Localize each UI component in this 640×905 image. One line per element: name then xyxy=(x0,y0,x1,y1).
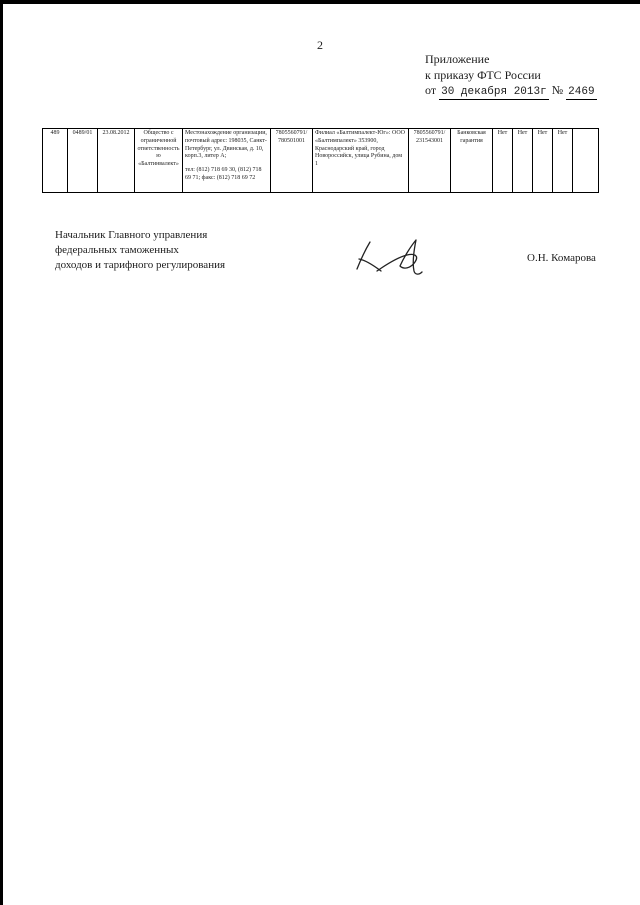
order-reference: к приказу ФТС России xyxy=(425,67,541,82)
cell-organization: Общество с ограниченной ответственностью «Балтинвалект» xyxy=(135,129,183,193)
cell-branch: Филиал «Балтимпалект-Юг»: ООО «Балтимпалект» 353900, Краснодарский край, город Новороссийск, улица Рубина, дом 1 xyxy=(313,129,409,193)
position-line-3: доходов и тарифного регулирования xyxy=(55,258,226,271)
handwritten-signature-icon xyxy=(343,233,438,286)
appendix-title: Приложение xyxy=(425,52,490,66)
cell-location xyxy=(183,129,271,193)
cell-inn-branch: 7805560791/ 231543001 xyxy=(409,129,451,193)
cell-reg-date: 23.08.2012 xyxy=(98,129,135,193)
position-line-1: Начальник Главного управления xyxy=(55,229,208,241)
signoff-position xyxy=(55,228,265,273)
order-number: 2469 xyxy=(568,86,595,99)
location-phones: тел: (812) 718 69 30, (812) 718 69 71; факс: (812) 718 69 72 xyxy=(185,167,262,181)
number-sign: № xyxy=(551,83,564,98)
cell-reg-number: 0489/01 xyxy=(68,129,98,193)
location-address: Местонахождение организации, почтовый адрес: 198035, Санкт-Петербург, ул. Двинская, д. 10, корп.3, литер А; xyxy=(185,130,267,160)
cell-flag-4: Нет xyxy=(553,129,573,193)
scan-edge-top xyxy=(0,0,640,4)
cell-empty xyxy=(573,129,599,193)
cell-flag-2: Нет xyxy=(513,129,533,193)
date-prefix: от xyxy=(425,83,437,98)
position-line-2: федеральных таможенных xyxy=(55,243,179,256)
registry-table xyxy=(42,128,599,193)
page-number: 2 xyxy=(317,38,323,52)
cell-security-type: Банковская гарантия xyxy=(451,129,493,193)
scan-edge-left xyxy=(0,0,3,905)
cell-flag-1: Нет xyxy=(493,129,513,193)
cell-flag-3: Нет xyxy=(533,129,553,193)
appendix-header xyxy=(425,52,597,99)
cell-index: 489 xyxy=(43,129,68,193)
table-row xyxy=(43,129,599,193)
order-date: 30 декабря 2013г xyxy=(441,86,547,99)
order-date-line xyxy=(425,83,597,99)
signer-name: О.Н. Комарова xyxy=(527,252,596,264)
cell-inn-main: 7805560791/ 780501001 xyxy=(271,129,313,193)
